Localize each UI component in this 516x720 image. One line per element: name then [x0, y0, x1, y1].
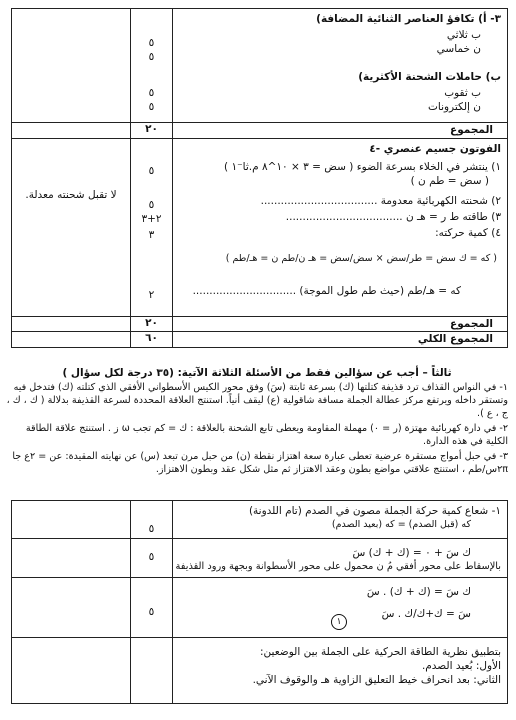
a1-line-7: بتطبيق نظرية الطاقة الحركية على الجملة بين الوضعين: [260, 646, 501, 658]
q4-score-cell [131, 139, 173, 317]
a1-line-1: ١- شعاع كمية حركة الجملة مصون في الصدم (تام اللدونة) [248, 505, 501, 517]
a1-line-8: الأول: بُعيد الصدم. [421, 660, 501, 672]
q4-line-5: ٤) كمية حركته: [435, 227, 501, 239]
score: ٢+٣ [141, 213, 162, 225]
q4-line-4: ٣) طاقته ط ر = هـ ن ................................... [285, 211, 501, 223]
q3a-heading: ٣- أ) تكافؤ العناصر الثنائية المضافة) [316, 13, 501, 25]
section-3-title: ثالثاً – أجب عن سؤالين فقط من الأسئلة الثلاثة الآتية: (٣٥ درجة لكل سؤال ) [62, 367, 452, 379]
empty-cell [12, 332, 131, 348]
a1-line-9: الثاني: بعد انحراف خيط التعليق الزاوية هـ والوقوف الآني. [252, 674, 501, 686]
q4-cell [173, 139, 508, 317]
score: ٥ [148, 101, 155, 113]
empty-cell [12, 578, 131, 638]
q4-note: لا تقبل شحنته معدلة. [12, 139, 131, 317]
empty-cell [12, 317, 131, 332]
empty-cell [12, 638, 131, 704]
score-cell [131, 578, 173, 638]
q4-line-7: كه = هـ/طم (حيث طم طول الموجة) ............................... [192, 285, 461, 297]
score: ٥ [148, 51, 155, 63]
q3b-heading: ب) حاملات الشحنة الأكثرية) [358, 71, 501, 83]
a1-cell-3 [173, 578, 508, 638]
grand-total-label: المجموع الكلي [173, 332, 508, 348]
q3-total-label: المجموع [173, 123, 508, 139]
section-3-question-3: ٣- في حبل أمواج مستقرة عرضية تعطى عبارة سعة اهتزاز نقطة (ن) من حبل مرن تبعد (س) عن نهايته المقيدة: عن = ٢ع جا ٢πس/طم ، استنتج علاقتي مواضع بطون وعقد الاهتزاز ثم مثل شكل عقد وبطون الاهتزاز. [12, 451, 508, 475]
q3-score-cell [131, 9, 173, 123]
score: ٥ [148, 606, 155, 618]
score: ٥ [148, 551, 155, 563]
answer-table-bottom [11, 500, 508, 704]
empty-cell [12, 123, 131, 139]
q4-heading: الفوتون جسيم عنصري -٤ [369, 143, 501, 155]
a1-line-2: كه (قبل الصدم) = كه (بعيد الصدم) [331, 519, 471, 530]
score-cell [131, 539, 173, 578]
notes-cell [12, 9, 131, 123]
q3-total-score: ٢٠ [131, 123, 173, 139]
a1-line-4: بالإسقاط على محور أفقي مُ ن محمول على محور الأسطوانة وبجهة ورود القذيفة [175, 561, 501, 572]
empty-cell [131, 638, 173, 704]
q3b-answer-1: ب ثقوب [444, 87, 481, 99]
section-3-question-1: ١- في النواس القذاف ترد قذيفة كتلتها (ك) بسرعة ثابتة (سَ) وفق محور الكيس الأسطواني الأفقي الذي كتلته (ك) فتدخل فيه وتستقر داخله ويرتفع مركز عطالة الجملة مسافة شاقولية (ع) ليقف أنياً. استنتج العلاقة المحددة لسرعة القذيفة بدلالة ( ك ، ك ، ج ، ع ). [6, 382, 508, 419]
q4-line-3: ٢) شحنته الكهربائية معدومة ................................... [260, 195, 501, 207]
score: ٥ [148, 199, 155, 211]
q4-line-1: ١) ينتشر في الخلاء بسرعة الضوء ( سض = ٣ × ١٠^٨ م.ثا⁻١ ) [224, 161, 501, 173]
q3a-answer-1: ب ثلاثي [446, 29, 481, 41]
score: ٥ [148, 87, 155, 99]
section-3-question-2: ٢- في دارة كهربائية مهتزة (ر = ٠) مهملة المقاومة ويعطى تابع الشحنة بالعلاقة : ك = كم تجب ω ز . استنتج علاقة الطاقة الكلية في هذه الدارة. [25, 423, 508, 447]
a1-cell-2 [173, 539, 508, 578]
a1-line-5: ك سَ = (ك + ك) . سَ [366, 586, 471, 598]
a1-cell-1 [173, 501, 508, 539]
q3a-answer-2: ن خماسي [436, 43, 481, 55]
circled-mark: ١ [331, 614, 347, 630]
a1-cell-4 [173, 638, 508, 704]
q3b-answer-2: ن إلكترونات [427, 101, 481, 113]
a1-line-6: سَ = ك+ك/ك . سَ [381, 608, 471, 620]
q4-total-score: ٢٠ [131, 317, 173, 332]
score: ٥ [148, 37, 155, 49]
q4-line-2: ( سض = طم ن ) [410, 175, 489, 187]
answer-table-top [11, 8, 508, 348]
q4-line-6: ( كه = ك سض = طر/سض × سض/سض = هـ ن/طم ن = هـ/طم ) [225, 253, 497, 264]
score: ٣ [148, 229, 155, 241]
empty-cell [12, 501, 131, 539]
score: ٥ [148, 165, 155, 177]
section-3 [6, 367, 508, 476]
a1-line-3: ك سَ + ٠ = (ك + ك) سَ [352, 547, 471, 559]
q4-total-label: المجموع [173, 317, 508, 332]
score-cell [131, 501, 173, 539]
score: ٢ [148, 289, 155, 301]
grand-total-score: ٦٠ [131, 332, 173, 348]
q3-cell [173, 9, 508, 123]
empty-cell [12, 539, 131, 578]
score: ٥ [148, 523, 155, 535]
